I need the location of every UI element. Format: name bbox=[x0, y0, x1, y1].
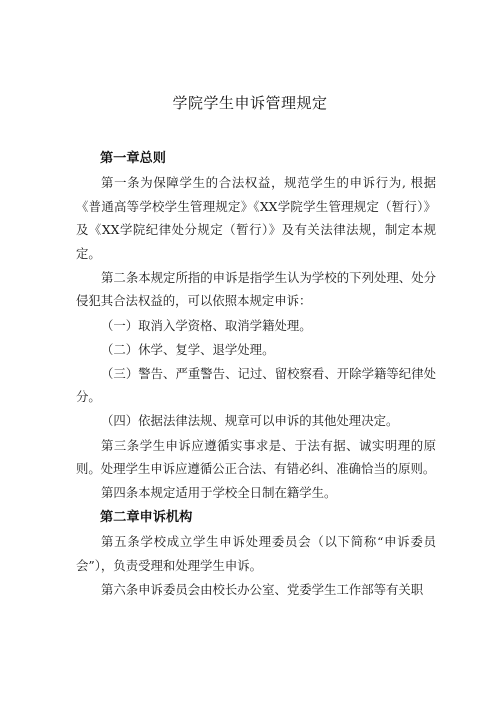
article-paragraph: 第一条为保障学生的合法权益，规范学生的申诉行为, 根据《普通高等学校学生管理规定》《XX学院学生管理规定（暂行）》及《XX学院纪律处分规定（暂行）》及有关法律法规，制定本规定。 bbox=[76, 175, 436, 261]
chapter-heading: 第一章总则 bbox=[100, 151, 166, 166]
article-paragraph: （三）警告、严重警告、记过、留校察看、开除学籍等纪律处分。 bbox=[76, 365, 436, 405]
article-paragraph: 第六条申诉委员会由校长办公室、党委学生工作部等有关职 bbox=[101, 582, 424, 597]
document-title: 学院学生申诉管理规定 bbox=[172, 94, 328, 112]
article-paragraph: 第五条学校成立学生申诉处理委员会（以下简称“申诉委员会”），负责受理和处理学生申诉。 bbox=[76, 534, 436, 573]
article-paragraph: （四）依据法律法规、规章可以申诉的其他处理决定。 bbox=[101, 413, 399, 429]
article-paragraph: 第四条本规定适用于学校全日制在籍学生。 bbox=[101, 485, 337, 501]
article-paragraph: 第三条学生申诉应遵循实事求是、于法有据、诚实明理的原则。处理学生申诉应遵循公正合法、有错必纠、准确恰当的原则。 bbox=[76, 437, 436, 477]
chapter-heading: 第二章申诉机构 bbox=[100, 510, 193, 526]
article-paragraph: （一）取消入学资格、取消学籍处理。 bbox=[101, 317, 312, 333]
document-body bbox=[76, 146, 436, 602]
article-paragraph: （二）休学、复学、退学处理。 bbox=[101, 341, 275, 357]
article-paragraph: 第二条本规定所指的申诉是指学生认为学校的下列处理、处分侵犯其合法权益的，可以依照本规定申诉： bbox=[76, 269, 436, 309]
